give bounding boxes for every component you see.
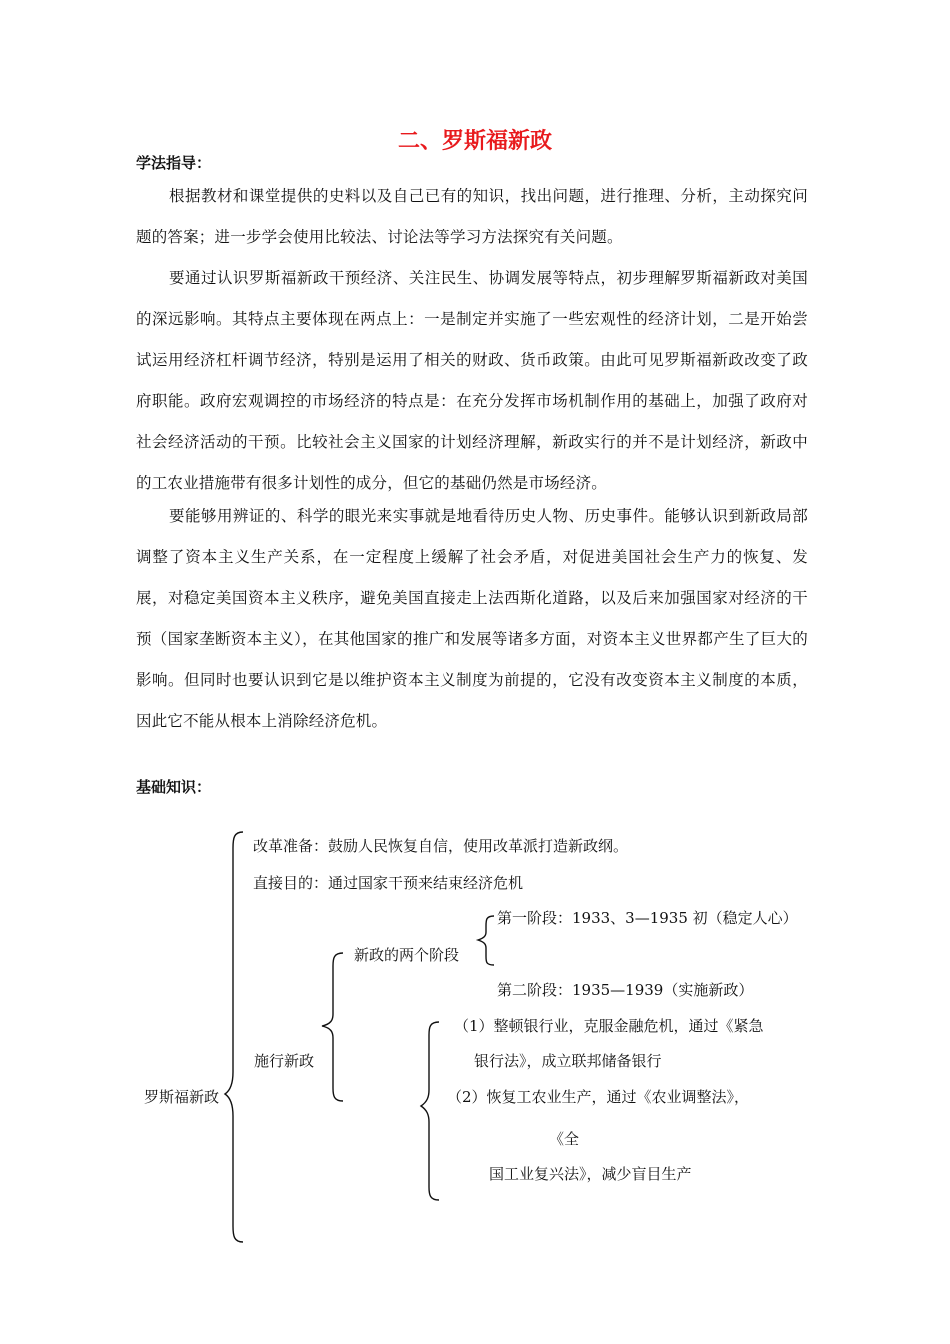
direct-goal-text: 直接目的：通过国家干预来结束经济危机 — [253, 874, 524, 892]
implement-brace — [322, 953, 343, 1101]
study-guide-paragraph-3: 要能够用辨证的、科学的眼光来实事就是地看待历史人物、历史事件。能够认识到新政局部调整了资本主义生产关系，在一定程度上缓解了社会矛盾，对促进美国社会生产力的恢复、发展，对稳定美国资本主义秩序，避免美国直接走上法西斯化道路，以及后来加强国家对经济的干预（国家垄断资本主义），在其他国家的推广和发展等诸多方面，对资本主义世界都产生了巨大的影响。但同时也要认识到它是以维护资本主义制度为前提的，它没有改变资本主义制度的本质，因此它不能从根本上消除经济危机。 — [136, 507, 808, 730]
measures-brace — [421, 1022, 439, 1200]
stage-one-text: 第一阶段：1933、3—1935 初（稳定人心） — [497, 909, 798, 927]
root-new-deal-text: 罗斯福新政 — [144, 1088, 220, 1106]
measure-one-line-2: 银行法》，成立联邦储备银行 — [474, 1052, 662, 1070]
study-guide-heading: 学法指导： — [136, 154, 212, 172]
two-stages-text: 新政的两个阶段 — [354, 946, 460, 964]
measure-two-line-3: 国工业复兴法》，减少盲目生产 — [489, 1165, 692, 1183]
implement-new-deal-text: 施行新政 — [254, 1052, 315, 1070]
stage-two-text: 第二阶段：1935—1939（实施新政） — [497, 981, 754, 999]
measure-one-line-1: （1）整顿银行业，克服金融危机，通过《紧急 — [454, 1017, 764, 1035]
measure-two-line-2: 《全 — [549, 1130, 580, 1148]
reform-prep-text: 改革准备：鼓励人民恢复自信，使用改革派打造新政纲。 — [253, 837, 629, 855]
measure-two-line-1: （2）恢复工农业生产，通过《农业调整法》， — [447, 1088, 750, 1106]
study-guide-paragraph-2: 要通过认识罗斯福新政干预经济、关注民生、协调发展等特点，初步理解罗斯福新政对美国的深远影响。其特点主要体现在两点上：一是制定并实施了一些宏观性的经济计划，二是开始尝试运用经济杠杆调节经济，特别是运用了相关的财政、货币政策。由此可见罗斯福新政改变了政府职能。政府宏观调控的市场经济的特点是：在充分发挥市场机制作用的基础上，加强了政府对社会经济活动的干预。比较社会主义国家的计划经济理解，新政实行的并不是计划经济，新政中的工农业措施带有很多计划性的成分，但它的基础仍然是市场经济。 — [136, 269, 808, 492]
root-brace — [225, 832, 243, 1242]
study-guide-paragraph-1: 根据教材和课堂提供的史料以及自己已有的知识，找出问题，进行推理、分析，主动探究问题的答案；进一步学会使用比较法、讨论法等学习方法探究有关问题。 — [136, 187, 808, 246]
basic-knowledge-heading: 基础知识： — [136, 778, 212, 796]
stages-brace — [478, 916, 494, 965]
page-title: 二、罗斯福新政 — [397, 129, 552, 154]
